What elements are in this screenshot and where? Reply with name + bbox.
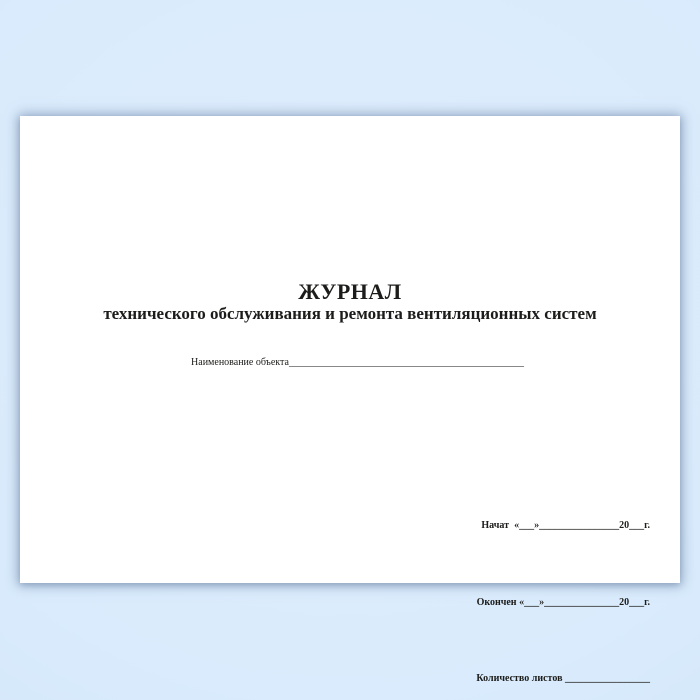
- object-name-blank: _______________________________________________: [288, 357, 524, 368]
- journal-subtitle: технического обслуживания и ремонта вентиляционных систем: [103, 304, 597, 323]
- sheet-count-line: Количество листов _________________: [476, 673, 650, 684]
- started-line: Начат «___»________________20___г.: [481, 520, 650, 531]
- journal-title: ЖУРНАЛ: [298, 279, 402, 304]
- journal-dates-block: [476, 462, 650, 700]
- object-name-label: Наименование объекта: [191, 357, 289, 368]
- finished-line: Окончен «___»_______________20___г.: [476, 596, 650, 608]
- journal-cover-page: [20, 116, 680, 684]
- object-name-line: [20, 346, 680, 379]
